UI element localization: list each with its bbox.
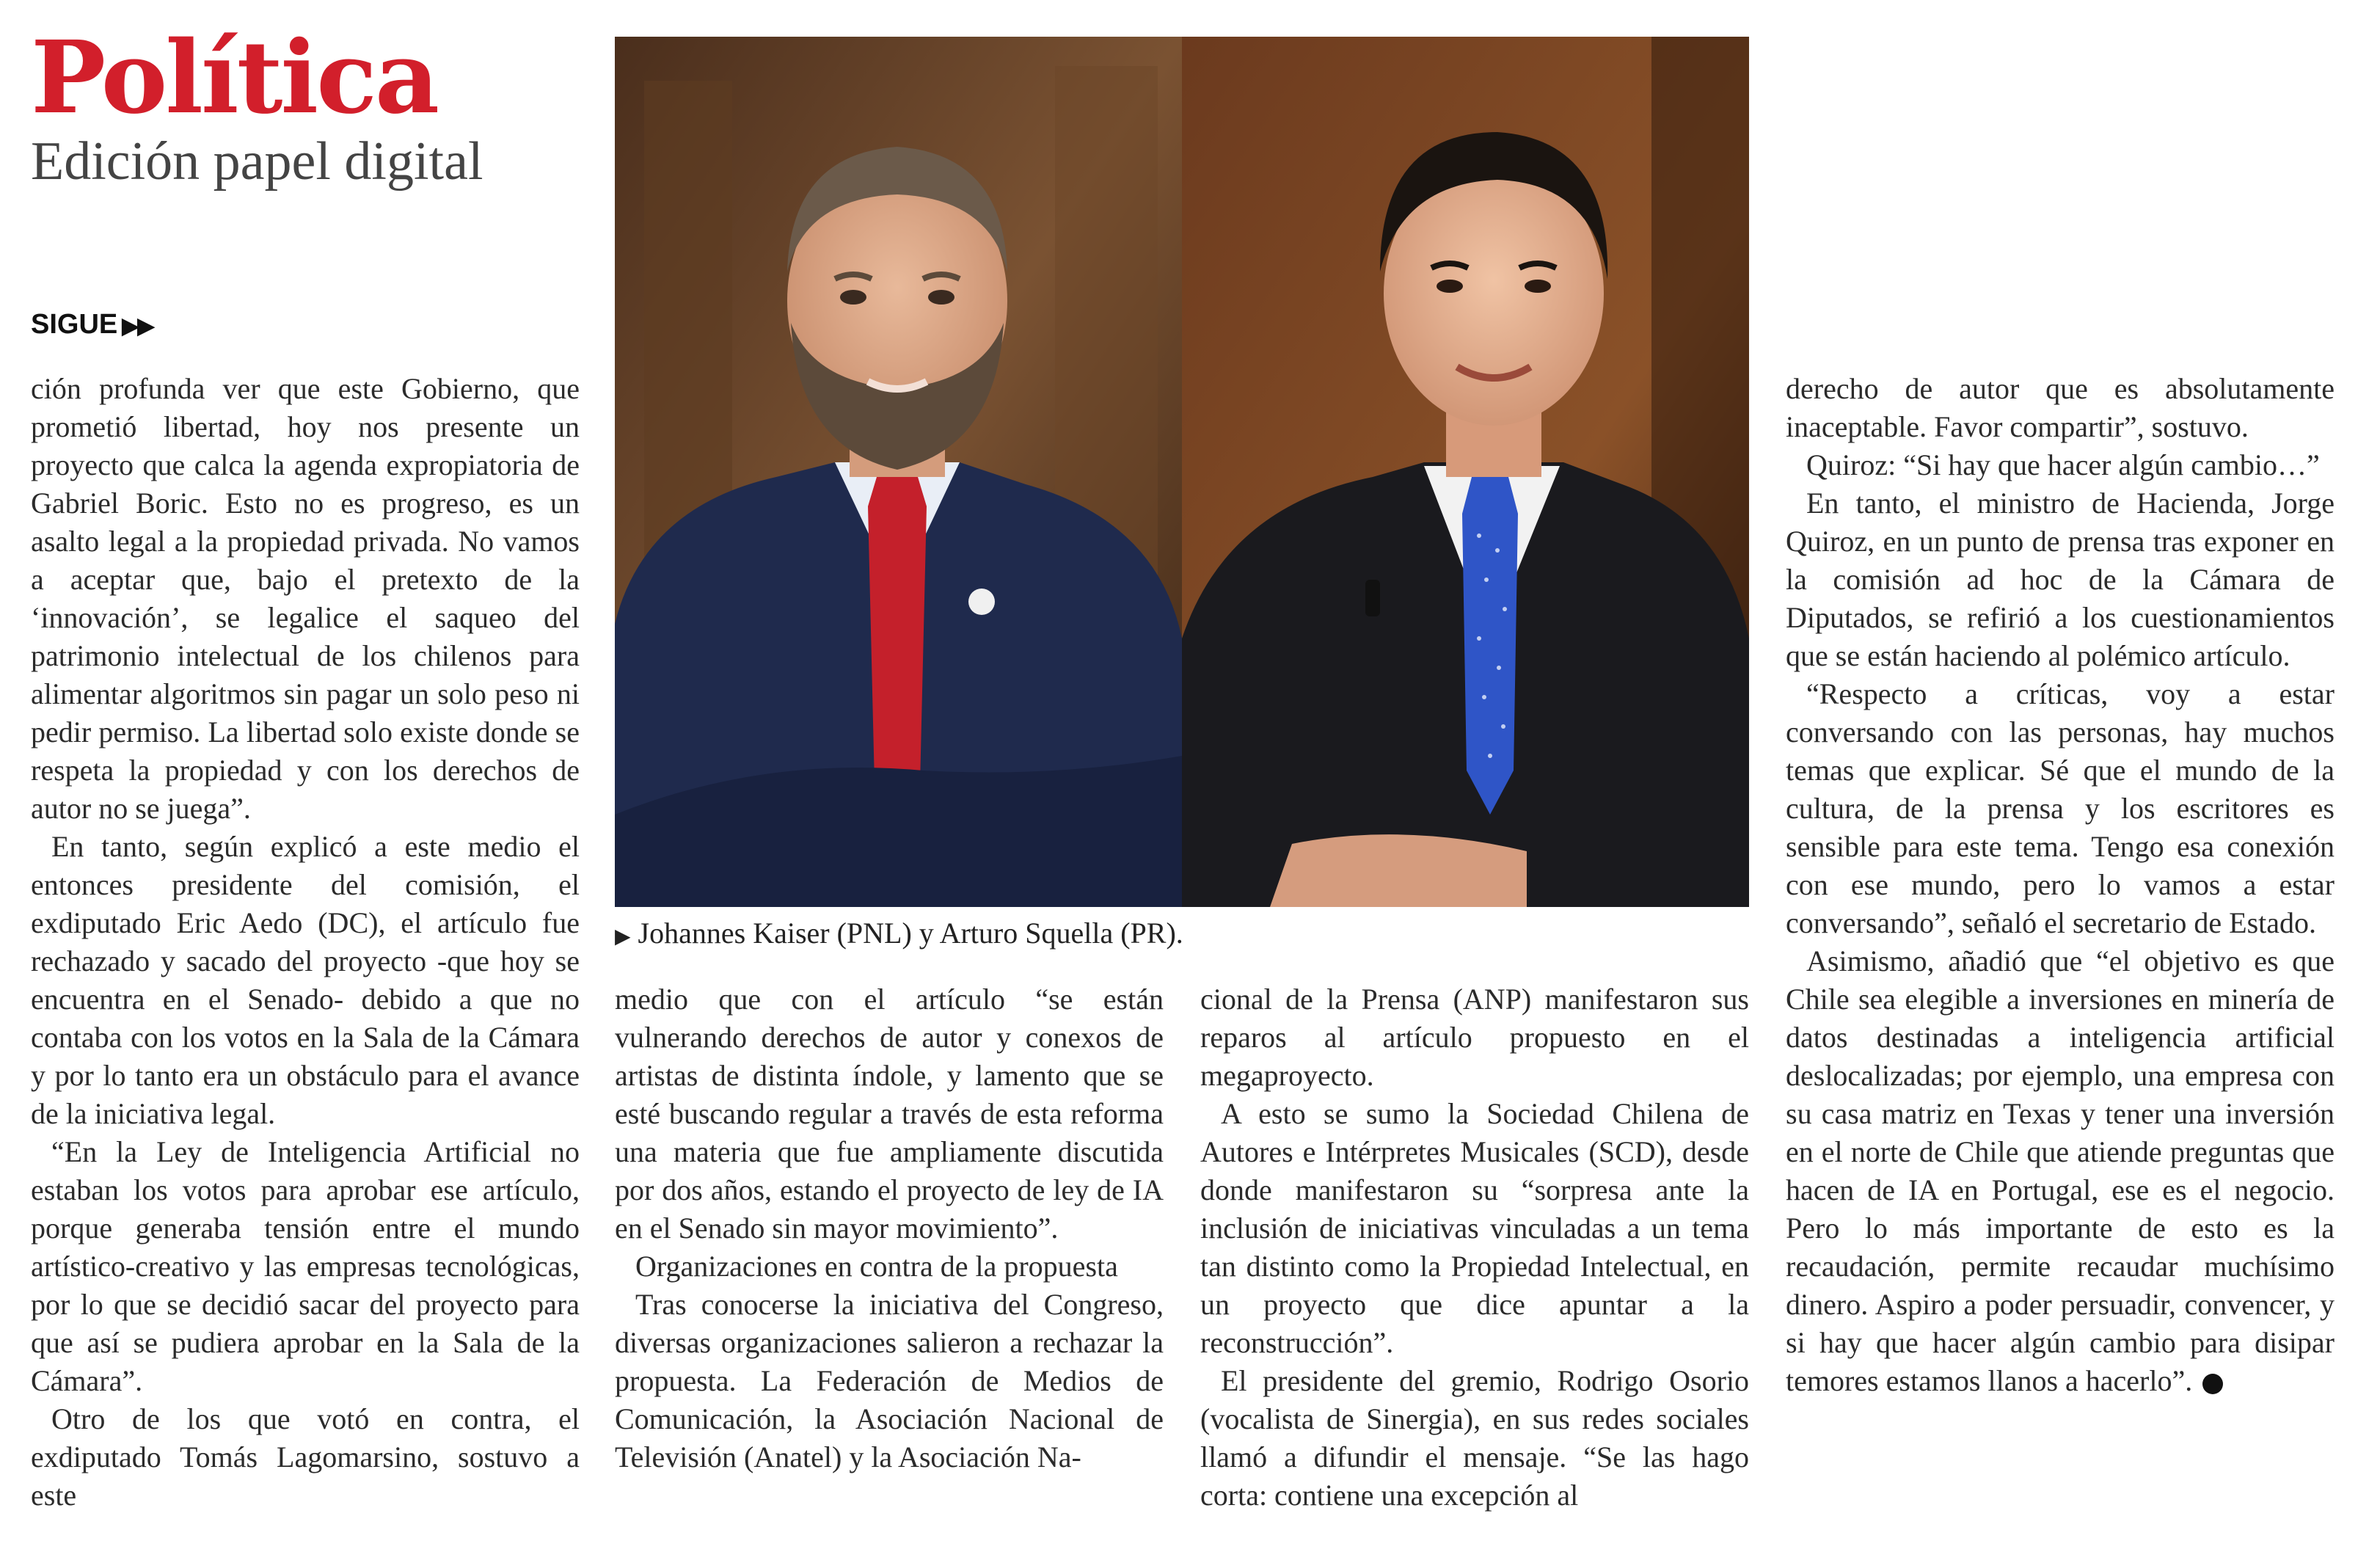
paragraph: ción profunda ver que este Gobierno, que prometió libertad, hoy nos presente un proyecto que calca la agenda expropiatoria de Gabriel Boric. Esto no es progreso, es un asalto legal a la propiedad privada. No vamos a aceptar que, bajo el pretexto de la ‘innovación’, se legalice el saqueo del patrimonio intelectual de los chilenos para alimentar algoritmos sin pagar un solo peso ni pedir permiso. La libertad solo existe donde se respeta la propiedad y con los derechos de autor no se juega”.	[31, 372, 580, 825]
section-title: Política	[31, 19, 438, 136]
continued-label: SIGUE	[31, 309, 118, 340]
paragraph: medio que con el artículo “se están vulnerando derechos de autor y conexos de artistas de distinta índole, y lamento que se esté buscando regular a través de esta reforma una materia que fue ampliamente discutida por dos años, estando el proyecto de ley de IA en el Senado sin mayor movimiento”.	[615, 983, 1164, 1245]
photo-pair	[615, 37, 1749, 907]
paragraph: “Respecto a críticas, voy a estar conversando con las personas, hay muchos temas que explicar. Sé que el mundo de la cultura, de la prensa y los escritores es sensible para este tema. Tengo esa conexión con ese mundo, pero lo vamos a estar conversando”, señaló el secretario de Estado.	[1786, 677, 2335, 939]
paragraph: Tras conocerse la iniciativa del Congreso, diversas organizaciones salieron a rechazar la propuesta. La Federación de Medios de Comunicación, la Asociación Nacional de Televisión (Anatel) y la Asociación Na-	[615, 1288, 1164, 1473]
photo-arturo-squella	[1182, 37, 1749, 907]
continued-arrows-icon: ▶▶	[122, 314, 153, 338]
paragraph: derecho de autor que es absolutamente inaceptable. Favor compartir”, sostuvo.	[1786, 372, 2335, 443]
paragraph: “En la Ley de Inteligencia Artificial no estaban los votos para aprobar ese artículo, porque generaba tensión entre el mundo artístico-creativo y las empresas tecnológicas, por lo que se decidió sacar del proyecto para que así se pudiera aprobar en la Sala de la Cámara”.	[31, 1135, 580, 1397]
portrait-left-image	[615, 37, 1182, 907]
paragraph: El presidente del gremio, Rodrigo Osorio (vocalista de Sinergia), en sus redes sociales llamó a difundir el mensaje. “Se las hago corta: contiene una excepción al	[1200, 1364, 1749, 1512]
edition-subtitle: Edición papel digital	[31, 131, 483, 192]
end-of-article-icon	[2202, 1374, 2223, 1394]
caption-text: Johannes Kaiser (PNL) y Arturo Squella (PR).	[638, 917, 1183, 950]
paragraph: En tanto, según explicó a este medio el entonces presidente del comisión, el exdiputado Eric Aedo (DC), el artículo fue rechazado y sacado del proyecto -que hoy se encuentra en el Senado- debido a que no contaba con los votos en la Sala de la Cámara y por lo tanto era un obstáculo para el avance de la iniciativa legal.	[31, 830, 580, 1130]
paragraph: Quiroz: “Si hay que hacer algún cambio…”	[1806, 448, 2320, 481]
paragraph-final	[1786, 942, 2335, 1400]
section-subhead: Organizaciones en contra de la propuesta	[635, 1250, 1118, 1283]
paragraph: Otro de los que votó en contra, el exdiputado Tomás Lagomarsino, sostuvo a este	[31, 1402, 580, 1512]
portrait-right-image	[1182, 37, 1749, 907]
caption-marker-icon: ▶	[615, 924, 631, 948]
photo-caption	[615, 914, 1749, 955]
continued-marker	[31, 308, 153, 342]
final-text: Asimismo, añadió que “el objetivo es que Chile sea elegible a inversiones en minería de datos destinadas a inteligencia artificial deslocalizadas; por ejemplo, una empresa con su casa matriz en Texas y tener una inversión en el norte de Chile que atiende preguntas que hacen de IA en Portugal, ese es el negocio. Pero lo más importante de esto es la recaudación, permite recaudar muchísimo dinero. Aspiro a poder persuadir, convencer, y si hay que hacer algún cambio para disipar temores estamos llanos a hacerlo”.	[1786, 944, 2335, 1397]
article-column-3	[1200, 980, 1749, 1515]
article-column-4	[1786, 370, 2335, 1400]
photo-johannes-kaiser	[615, 37, 1182, 907]
paragraph: En tanto, el ministro de Hacienda, Jorge Quiroz, en un punto de prensa tras exponer en la comisión ad hoc de la Cámara de Diputados, se refirió a los cuestionamientos que se están haciendo al polémico artículo.	[1786, 487, 2335, 672]
paragraph: A esto se sumo la Sociedad Chilena de Autores e Intérpretes Musicales (SCD), desde donde manifestaron su “sorpresa ante la inclusión de iniciativas vinculadas a un tema tan distinto como la Propiedad Intelectual, en un proyecto que dice apuntar a la reconstrucción”.	[1200, 1097, 1749, 1359]
article-column-1	[31, 370, 580, 1515]
article-column-2	[615, 980, 1164, 1476]
paragraph: cional de la Prensa (ANP) manifestaron sus reparos al artículo propuesto en el megaproyecto.	[1200, 983, 1749, 1092]
